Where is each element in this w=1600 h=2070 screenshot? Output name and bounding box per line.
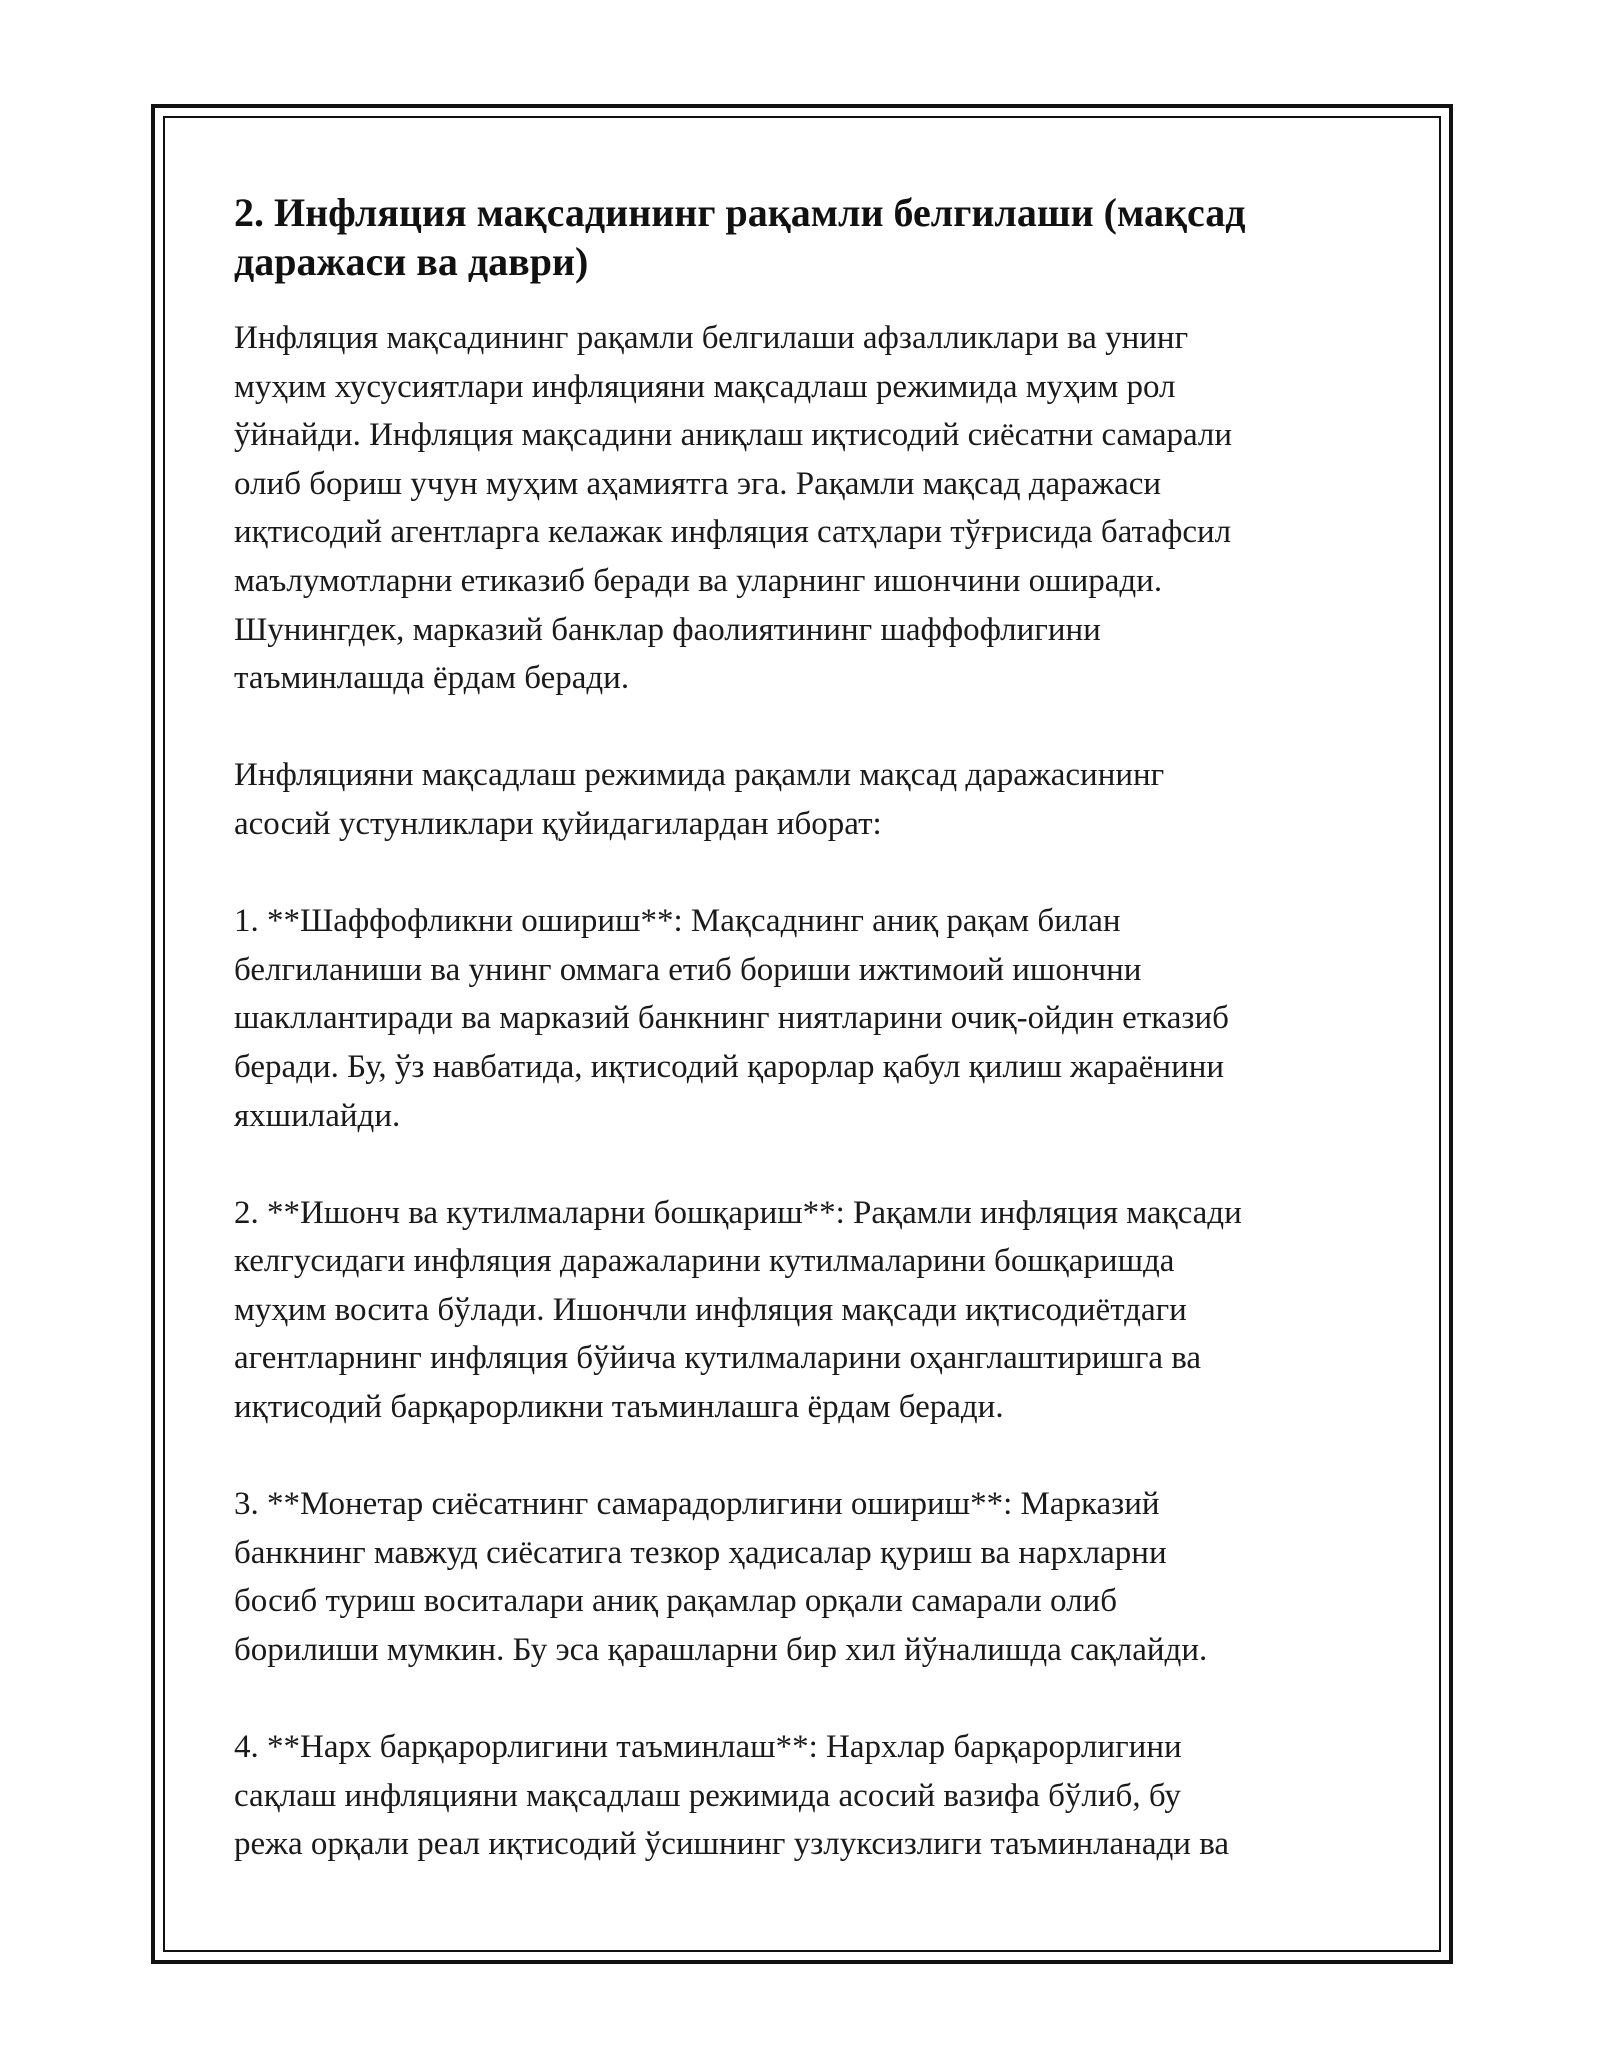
intro-paragraph xyxy=(234,314,1374,703)
list-item-expectations xyxy=(234,1189,1374,1432)
text-line: 2. **Ишонч ва кутилмаларни бошқариш**: Рақамли инфляция мақсади xyxy=(234,1194,1242,1231)
text-line: босиб туриш воситалари аниқ рақамлар орқали самарали олиб xyxy=(234,1583,1118,1620)
text-line: беради. Бу, ўз навбатида, иқтисодий қарорлар қабул қилиш жараёнини xyxy=(234,1048,1225,1085)
text-line: банкнинг мавжуд сиёсатига тезкор ҳадисалар қуриш ва нархларни xyxy=(234,1534,1167,1571)
text-line: иқтисодий агентларга келажак инфляция сатҳлари тўғрисида батафсил xyxy=(234,514,1232,551)
text-line: асосий устунликлари қуйидагилардан иборат: xyxy=(234,805,882,842)
text-line: яхшилайди. xyxy=(234,1097,401,1134)
text-line: муҳим хусусиятлари инфляцияни мақсадлаш режимида муҳим рол xyxy=(234,368,1176,405)
text-line: белгиланиши ва унинг оммага етиб бориши ижтимоий ишончни xyxy=(234,951,1142,988)
text-line: шакллантиради ва марказий банкнинг ниятларини очиқ-ойдин етказиб xyxy=(234,1000,1229,1037)
document-body xyxy=(234,188,1374,1869)
text-line: иқтисодий барқарорликни таъминлашга ёрдам беради. xyxy=(234,1389,1004,1426)
text-line: муҳим восита бўлади. Ишончли инфляция мақсади иқтисодиётдаги xyxy=(234,1291,1187,1328)
text-line: 4. **Нарх барқарорлигини таъминлаш**: Нархлар барқарорлигини xyxy=(234,1729,1182,1766)
text-line: ўйнайди. Инфляция мақсадини аниқлаш иқтисодий сиёсатни самарали xyxy=(234,417,1233,454)
list-item-monetary-policy xyxy=(234,1480,1374,1674)
section-heading xyxy=(234,188,1374,286)
list-item-price-stability xyxy=(234,1723,1374,1869)
text-line: таъминлашда ёрдам беради. xyxy=(234,660,630,697)
heading-line: даражаси ва даври) xyxy=(234,239,589,284)
text-line: маълумотларни етиказиб беради ва уларнинг ишончини оширади. xyxy=(234,562,1163,599)
heading-line: 2. Инфляция мақсадининг рақамли белгилаши (мақсад xyxy=(234,190,1246,235)
text-line: сақлаш инфляцияни мақсадлаш режимида асосий вазифа бўлиб, бу xyxy=(234,1777,1181,1814)
text-line: режа орқали реал иқтисодий ўсишнинг узлуксизлиги таъминланади ва xyxy=(234,1826,1229,1863)
text-line: агентларнинг инфляция бўйича кутилмаларини оҳанглаштиришга ва xyxy=(234,1340,1202,1377)
list-item-transparency xyxy=(234,897,1374,1140)
text-line: борилиши мумкин. Бу эса қарашларни бир хил йўналишда сақлайди. xyxy=(234,1632,1208,1669)
text-line: Инфляция мақсадининг рақамли белгилаши афзалликлари ва унинг xyxy=(234,320,1189,356)
text-line: келгусидаги инфляция даражаларини кутилмаларини бошқаришда xyxy=(234,1243,1175,1280)
text-line: Инфляцияни мақсадлаш режимида рақамли мақсад даражасининг xyxy=(234,757,1165,794)
text-line: Шунингдек, марказий банклар фаолиятининг шаффофлигини xyxy=(234,611,1101,648)
list-intro-paragraph xyxy=(234,751,1374,848)
text-line: 1. **Шаффофликни ошириш**: Мақсаднинг аниқ рақам билан xyxy=(234,903,1121,940)
text-line: олиб бориш учун муҳим аҳамиятга эга. Рақамли мақсад даражаси xyxy=(234,465,1162,502)
text-line: 3. **Монетар сиёсатнинг самарадорлигини ошириш**: Марказий xyxy=(234,1486,1160,1523)
